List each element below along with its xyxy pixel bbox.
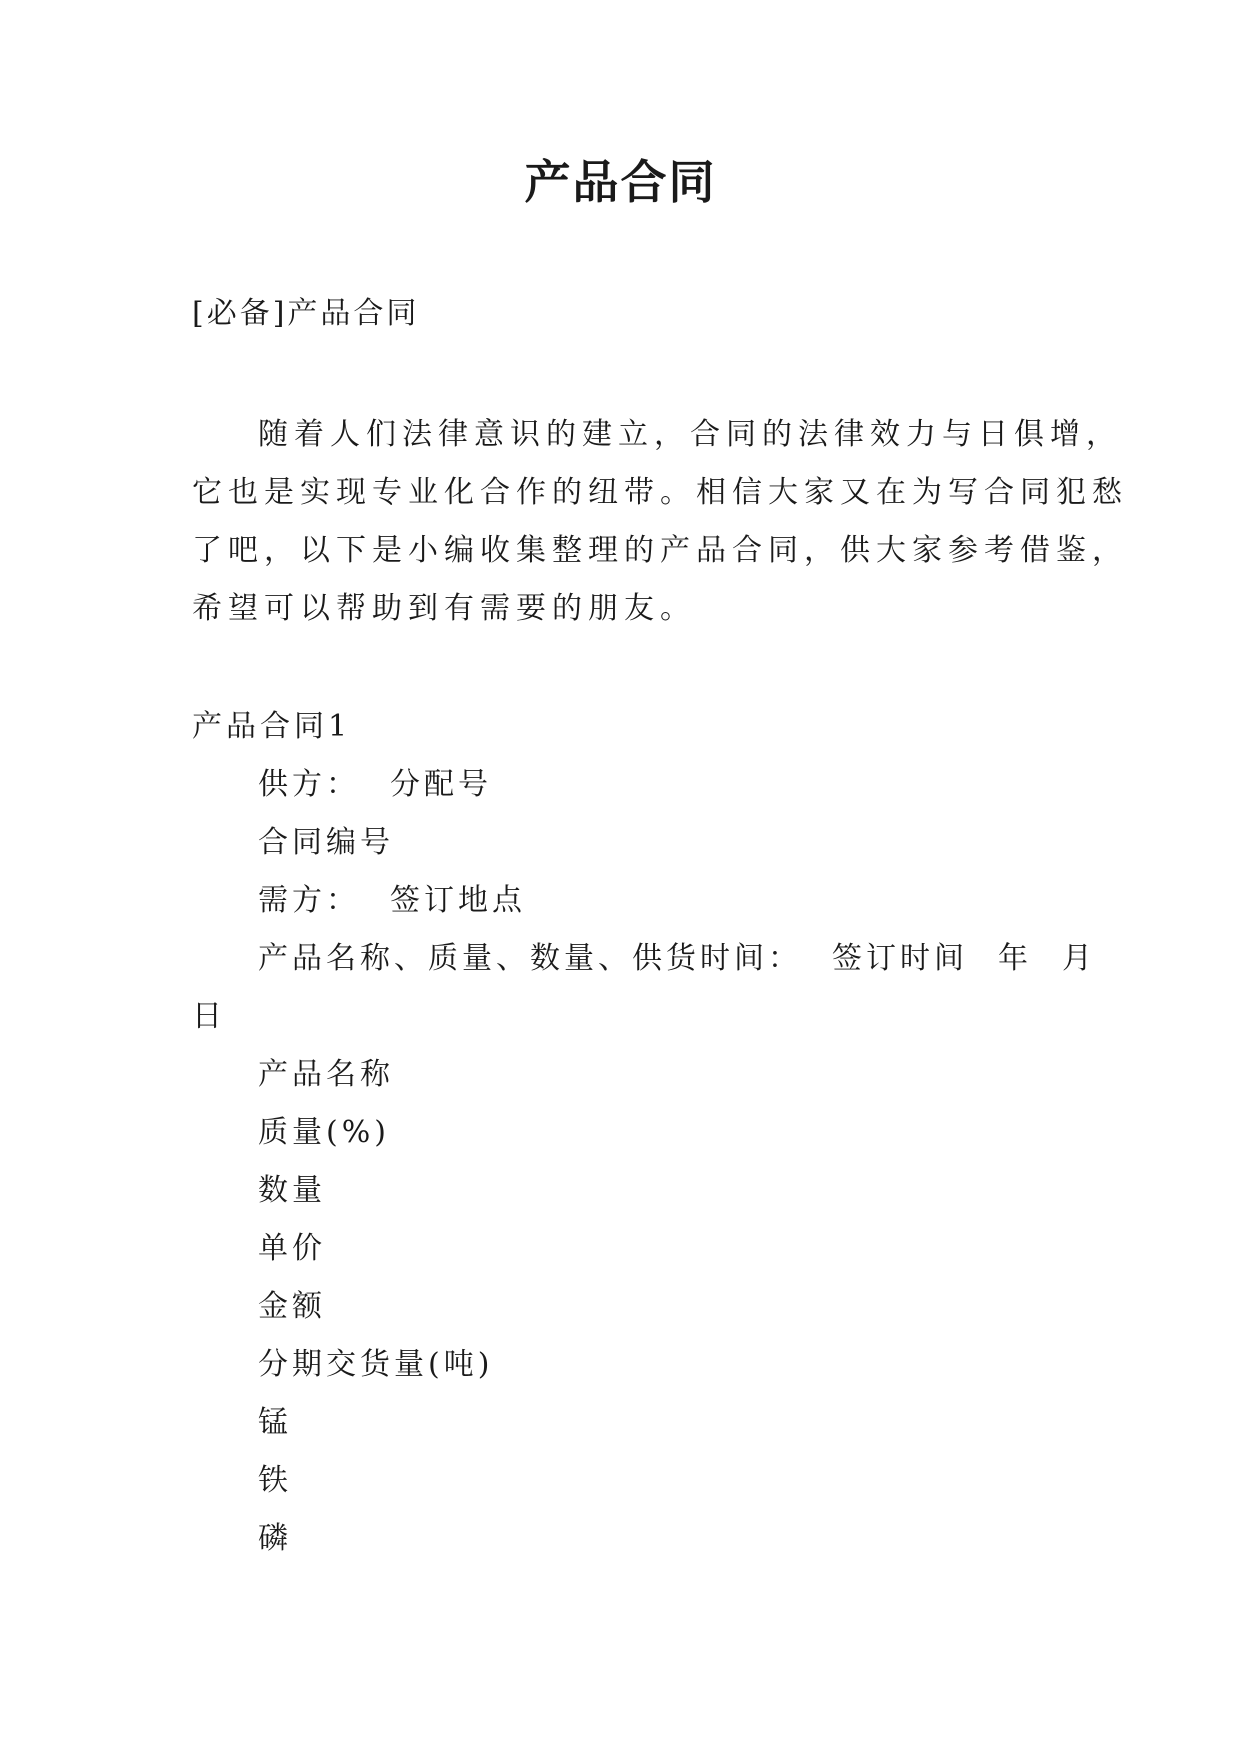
buyer-row [192,872,1072,930]
contract-number-row [192,814,1072,872]
list-item: 数量 [258,1173,326,1208]
intro-line: 了吧，以下是小编收集整理的产品合同，供大家参考借鉴， [192,533,1128,568]
list-item: 锰 [258,1405,292,1440]
list-item: 金额 [258,1289,326,1324]
day-row [192,988,1072,1046]
list-item: 分期交货量(吨) [258,1347,494,1382]
list-item: 单价 [258,1231,326,1266]
product-info-label: 产品名称、质量、数量、供货时间： [258,941,802,976]
sign-place-label: 签订地点 [390,883,526,918]
intro-line: 它也是实现专业化合作的纽带。相信大家又在为写合同犯愁 [192,475,1128,510]
list-item: 产品名称 [258,1057,394,1092]
list-item: 质量(%) [258,1115,390,1150]
supplier-row [192,756,1072,814]
buyer-label: 需方： [258,883,360,918]
list-item: 铁 [258,1463,292,1498]
document-subtitle: [必备]产品合同 [192,296,420,331]
allocation-number-label: 分配号 [390,767,492,802]
year-label: 年 [998,941,1032,976]
day-label: 日 [192,999,226,1034]
contract-body [192,698,1096,1568]
product-info-row [192,930,1096,988]
section-heading: 产品合同1 [192,709,352,744]
month-label: 月 [1062,941,1096,976]
intro-line: 希望可以帮助到有需要的朋友。 [192,591,696,626]
supplier-label: 供方： [258,767,360,802]
intro-line: 随着人们法律意识的建立，合同的法律效力与日俱增， [258,417,1122,452]
list-item: 磷 [258,1521,292,1556]
intro-paragraph [192,406,1128,638]
document-title: 产品合同 [524,155,717,209]
sign-time-label: 签订时间 [832,941,968,976]
contract-number-label: 合同编号 [258,825,394,860]
